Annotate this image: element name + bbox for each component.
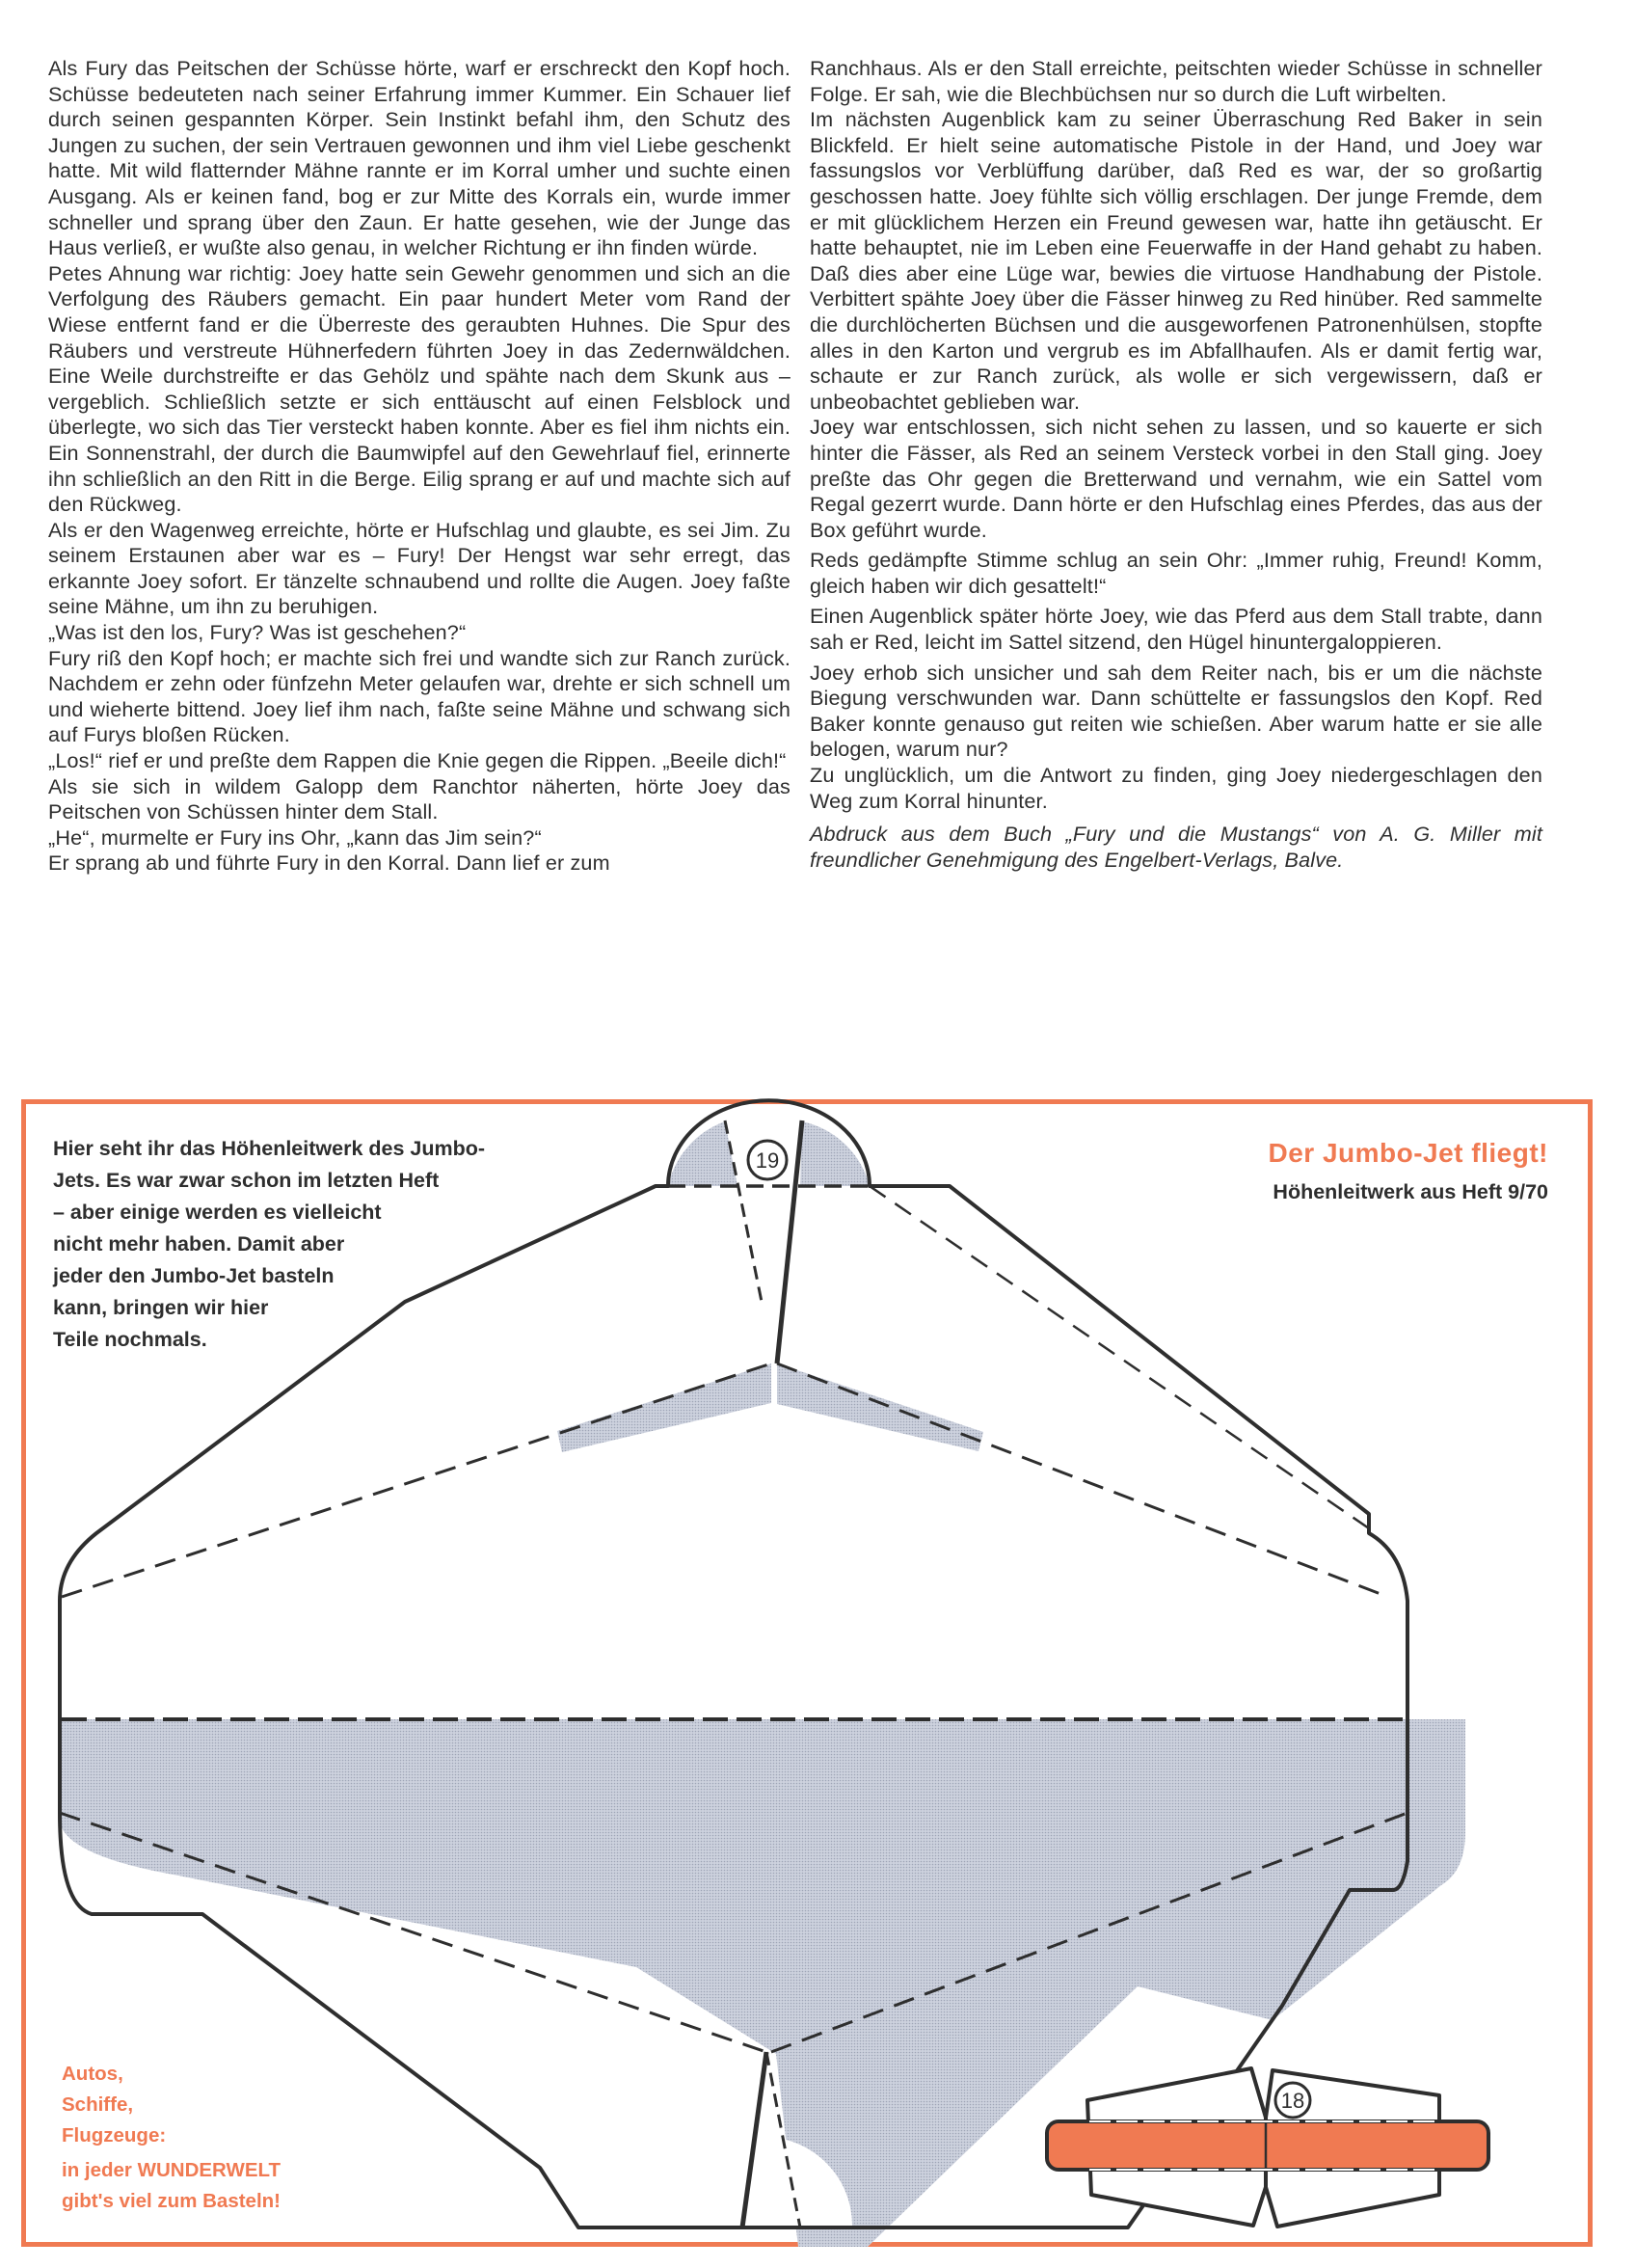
craft-title: Der Jumbo-Jet fliegt! [1268, 1138, 1548, 1168]
intro-line: kann, bringen wir hier [53, 1296, 269, 1319]
story-paragraph: Joey erhob sich unsicher und sah dem Reiter nach, bis er um die nächste Biegung verschwunden war. Dann schüttelte er fassungslos den Kopf. Red Baker konnte genauso gut reiten wie schießen. Aber warum hatte er sie alle belogen, warum nur? [810, 660, 1542, 762]
story-paragraph: Fury riß den Kopf hoch; er machte sich frei und wandte sich zur Ranch zurück. Nachdem er zehn oder fünfzehn Meter gelaufen war, drehte er sich schnell um und wieherte bittend. Joey lief ihm nach, faßte seine Mähne und schwang sich auf Furys bloßen Rücken. [48, 645, 791, 747]
story-paragraph: Als sie sich in wildem Galopp dem Ranchtor näherten, hörte Joey das Peitschen von Schüssen hinter dem Stall. [48, 773, 791, 824]
story-paragraph: Petes Ahnung war richtig: Joey hatte sein Gewehr genommen und sich an die Verfolgung des Räubers gemacht. Ein paar hundert Meter vom Rand der Wiese entfernt fand er die Überreste des geraubten Huhnes. Die Spur des Räubers und verstreute Hühnerfedern führten Joey in das Zedernwäldchen. Eine Weile durchstreifte er das Gehölz und spähte nach dem Skunk aus – vergeblich. Schließlich setzte er sich enttäuscht auf einen Felsblock und überlegte, wo sich das Tier versteckt haben konnte. Aber es fiel ihm nichts ein. Ein Sonnenstrahl, der durch die Baumwipfel auf den Gewehrlauf fiel, erinnerte ihn schließlich an den Ritt in die Berge. Eilig sprang er auf und machte sich auf den Rückweg. [48, 260, 791, 517]
promo-line: Flugzeuge: [62, 2124, 167, 2146]
promo-line: gibt's viel zum Basteln! [62, 2190, 281, 2212]
story-paragraph: Ranchhaus. Als er den Stall erreichte, peitschten wieder Schüsse in schneller Folge. Er sah, wie die Blechbüchsen nur so durch die Luft wirbelten. [810, 56, 1542, 106]
craft-subtitle: Höhenleitwerk aus Heft 9/70 [1273, 1180, 1548, 1203]
story-paragraph: Joey war entschlossen, sich nicht sehen zu lassen, und so kauerte er sich hinter die Fässer, als Red an seinem Versteck vorbei in den Stall ging. Joey preßte das Ohr gegen die Bretterwand und vernahm, wie ein Sattel vom Regal gezerrt wurde. Dann hörte er den Hufschlag eines Pferdes, das aus der Box geführt wurde. [810, 415, 1542, 542]
book-credit: Abdruck aus dem Buch „Fury und die Mustangs“ von A. G. Miller mit freundlicher Genehmigung des Engelbert-Verlags, Balve. [810, 822, 1542, 872]
story-paragraph: Reds gedämpfte Stimme schlug an sein Ohr: „Immer ruhig, Freund! Komm, gleich haben wir dich gesattelt!“ [810, 548, 1542, 598]
story-paragraph: „Was ist den los, Fury? Was ist geschehen?“ [48, 620, 467, 645]
craft-intro-note [53, 1133, 593, 1356]
intro-line: – aber einige werden es vielleicht [53, 1201, 382, 1224]
story-paragraph: Im nächsten Augenblick kam zu seiner Überraschung Red Baker in sein Blickfeld. Er hielt seine automatische Pistole in der Hand, und Joey war fassungslos vor Verblüffung darüber, daß Red es war, der so großartig geschossen hatte. Joey fühlte sich völlig erschlagen. Der junge Fremde, dem er mit glücklichem Herzen ein Freund gewesen war, hatte ihn getäuscht. Er hatte behauptet, nie im Leben eine Feuerwaffe in der Hand gehabt zu haben. Daß dies aber eine Lüge war, bewies die virtuose Handhabung der Pistole. Verbittert spähte Joey über die Fässer hinweg zu Red hinüber. Red sammelte die durchlöcherten Büchsen und die ausgeworfenen Patronenhülsen, stopfte alles in den Karton und vergrub es im Abfallhaufen. Als er damit fertig war, schaute er zur Ranch zurück, als wolle er sich vergewissern, daß er unbeobachtet geblieben war. [810, 107, 1542, 414]
promo-note [62, 2059, 281, 2217]
story-paragraph: Zu unglücklich, um die Antwort zu finden, ging Joey niedergeschlagen den Weg zum Korral hinunter. [810, 763, 1542, 813]
craft-title-block [1268, 1138, 1548, 1204]
part-number-18: 18 [1280, 2089, 1305, 2113]
story-paragraph: Als er den Wagenweg erreichte, hörte er Hufschlag und glaubte, es sei Jim. Zu seinem Erstaunen aber war es – Fury! Der Hengst war sehr erregt, das erkannte Joey sofort. Er tänzelte schnaubend und rollte die Augen. Joey faßte seine Mähne, um ihn zu beruhigen. [48, 517, 791, 619]
intro-line: nicht mehr haben. Damit aber [53, 1232, 345, 1256]
story-paragraph: Als Fury das Peitschen der Schüsse hörte, warf er erschreckt den Kopf hoch. Schüsse bedeuteten nach seiner Erfahrung immer Kummer. Ein Schauer lief durch seinen gespannten Körper. Sein Instinkt befahl ihm, den Schutz des Jungen zu suchen, der sein Vertrauen gewonnen und ihm viel Liebe geschenkt hatte. Mit wild flatternder Mähne rannte er im Korral umher und suchte einen Ausgang. Als er keinen fand, bog er zur Mitte des Korrals ein, wurde immer schneller und sprang über den Zaun. Er hatte gesehen, wie der Junge das Haus verließ, er wußte also genau, in welcher Richtung er ihn finden würde. [48, 56, 791, 260]
intro-line: jeder den Jumbo-Jet basteln [53, 1264, 335, 1287]
tab-gray-right [800, 1121, 870, 1186]
promo-line: Schiffe, [62, 2093, 134, 2116]
promo-line: in jeder WUNDERWELT [62, 2159, 281, 2181]
story-paragraph: „He“, murmelte er Fury ins Ohr, „kann das Jim sein?“ [48, 824, 542, 850]
promo-line: Autos, [62, 2063, 123, 2085]
orange-strip [1047, 2121, 1488, 2170]
fin-part-18 [1047, 2068, 1488, 2227]
intro-line: Teile nochmals. [53, 1328, 207, 1351]
part-number-19: 19 [755, 1148, 780, 1173]
intro-line: Hier seht ihr das Höhenleitwerk des Jumbo- [53, 1137, 486, 1160]
fold-line-diag-right [870, 1186, 1369, 1528]
story-paragraph: „Los!“ rief er und preßte dem Rappen die Knie gegen die Rippen. „Beeile dich!“ [48, 748, 787, 773]
story-paragraph: Einen Augenblick später hörte Joey, wie das Pferd aus dem Stall trabte, dann sah er Red, leicht im Sattel sitzend, den Hügel hinuntergaloppieren. [810, 604, 1542, 655]
intro-line: Jets. Es war zwar schon im letzten Heft [53, 1169, 440, 1192]
story-paragraph: Er sprang ab und führte Fury in den Korral. Dann lief er zum [48, 850, 610, 876]
flap-gray-left [557, 1364, 771, 1452]
